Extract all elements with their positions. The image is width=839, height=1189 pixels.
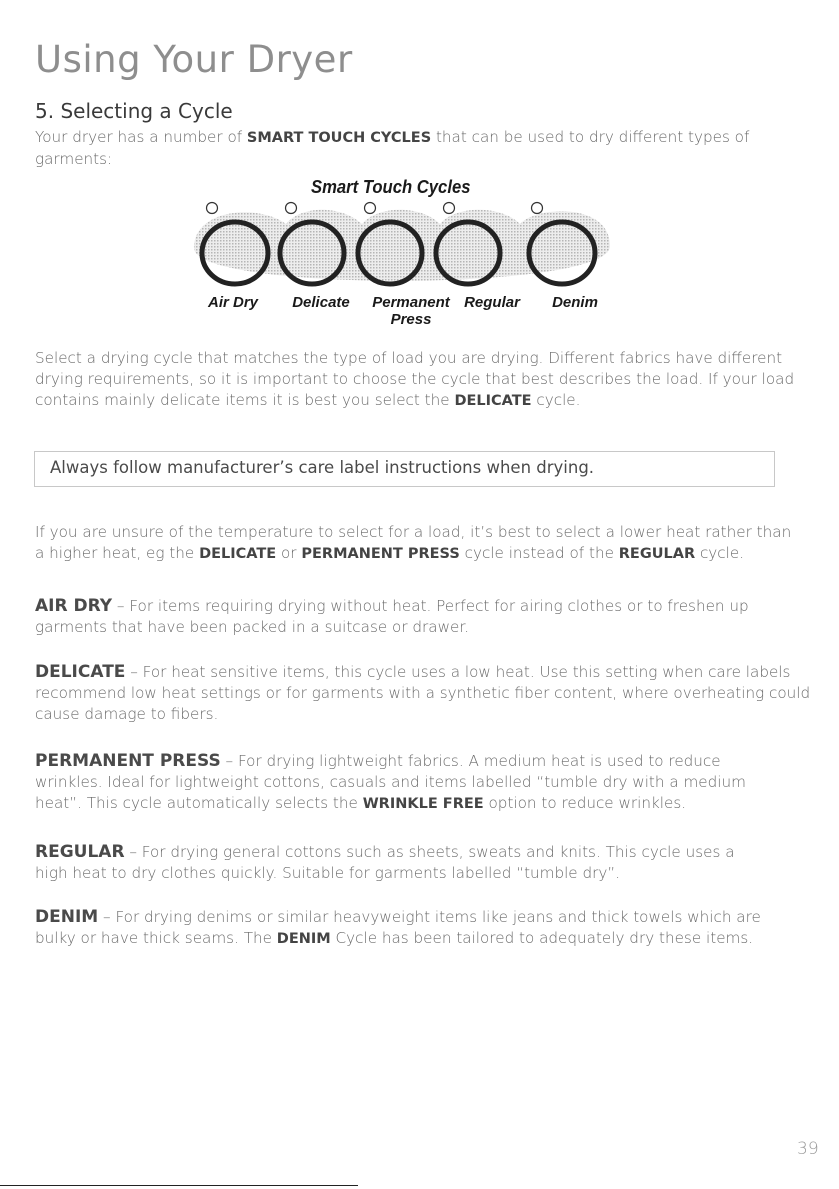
advice-text-d: cycle. (695, 544, 745, 562)
callout-text: Always follow manufacturer’s care label instructions when drying. (50, 458, 595, 477)
cycle-desc-text: – For drying general cottons such as sheets, sweats and knits. This cycle uses a high heat to dry clothes quickly. Suitable for garments labelled “tumble dry”. (35, 843, 735, 882)
delicate-term: DELICATE (454, 393, 532, 409)
denim-term: DENIM (276, 931, 331, 947)
page-number: 39 (797, 1139, 819, 1159)
cycle-label-air-dry: Air Dry (207, 294, 259, 311)
cycle-label-regular: Regular (464, 294, 520, 311)
advice-text-c: cycle instead of the (459, 544, 619, 562)
cycle-desc-text: – For drying lightweight fabrics. A medium heat is used to reduce wrinkles. Ideal for lightweight cottons, casuals and items labelled “tumble dry with a medium heat”. This cycle automatically selects the (35, 752, 746, 812)
cycle-term: PERMANENT PRESS (35, 751, 221, 771)
cycle-desc-regular (35, 842, 760, 884)
page-title: Using Your Dryer (35, 38, 353, 81)
cycle-label-permanent-press: Permanent Press (372, 294, 450, 328)
advice-text-b: or (276, 544, 302, 562)
care-label-callout (34, 451, 775, 487)
cycle-label-delicate: Delicate (292, 294, 350, 311)
footer-rule (0, 1185, 358, 1186)
smart-touch-cycles-term: SMART TOUCH CYCLES (246, 130, 432, 146)
cycle-term: DELICATE (35, 662, 126, 682)
cycle-term: AIR DRY (35, 596, 113, 616)
cycle-desc-text-end: option to reduce wrinkles. (483, 794, 687, 812)
permanent-press-term: PERMANENT PRESS (301, 546, 460, 562)
smart-touch-cycles-title: Smart Touch Cycles (311, 176, 471, 197)
cycle-term: REGULAR (35, 842, 125, 862)
section-heading: 5. Selecting a Cycle (35, 99, 233, 123)
intro-paragraph (35, 127, 755, 170)
temperature-advice-paragraph (35, 522, 805, 565)
select-para-text: Select a drying cycle that matches the type of load you are drying. Different fabrics have different drying requirements, so it is important to choose the cycle that best describes the load. If your load contains mainly delicate items it is best you select the (35, 349, 795, 409)
cycle-desc-permanent-press (35, 751, 755, 815)
cycle-desc-denim (35, 907, 795, 950)
select-para-text-end: cycle. (531, 391, 581, 409)
cycle-desc-delicate (35, 662, 815, 725)
advice-text-a: If you are unsure of the temperature to select for a load, it’s best to select a lower heat rather than a higher heat, eg the (35, 523, 792, 562)
cycle-desc-text-end: Cycle has been tailored to adequately dry these items. (330, 929, 754, 947)
cycle-label-denim: Denim (552, 294, 598, 311)
cycle-desc-text: – For items requiring drying without heat. Perfect for airing clothes or to freshen up garments that have been packed in a suitcase or drawer. (35, 597, 749, 636)
intro-text-pre: Your dryer has a number of (35, 128, 247, 146)
intro-text-post: that can be used to dry different types of garments: (35, 128, 750, 168)
wrinkle-free-term: WRINKLE FREE (362, 796, 484, 812)
cycle-knob-panel (190, 198, 630, 292)
regular-term: REGULAR (618, 546, 696, 562)
cycle-desc-air-dry (35, 596, 775, 638)
cycle-desc-text: – For drying denims or similar heavyweight items like jeans and thick towels which are bulky or have thick seams. The (35, 908, 761, 947)
cycle-desc-text: – For heat sensitive items, this cycle uses a low heat. Use this setting when care labels recommend low heat settings or for garments with a synthetic fiber content, where overheating could cause damage to fibers. (35, 663, 811, 723)
select-cycle-paragraph (35, 348, 795, 412)
cycle-term: DENIM (35, 907, 99, 927)
delicate-term: DELICATE (199, 546, 277, 562)
